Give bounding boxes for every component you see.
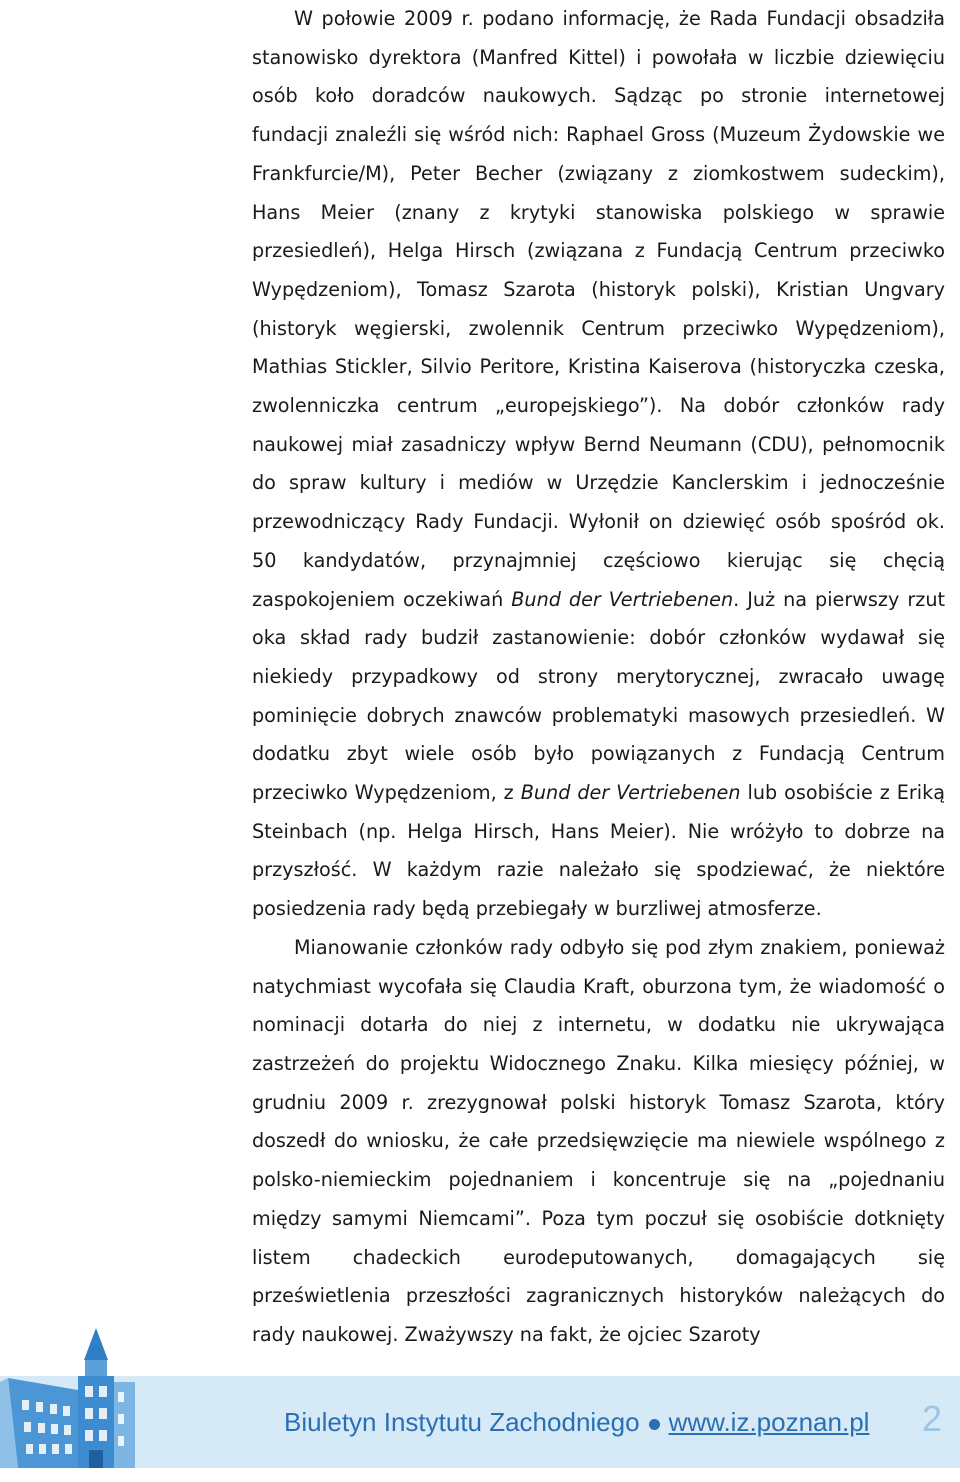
article-body	[252, 0, 945, 1355]
italic-term-1: Bund der Vertriebenen	[511, 587, 734, 611]
paragraph-1	[252, 0, 945, 929]
italic-term-2: Bund der Vertriebenen	[520, 781, 741, 805]
institute-building-icon	[0, 1320, 135, 1470]
website-link[interactable]: www.iz.poznan.pl	[668, 1407, 870, 1437]
footer-citation	[284, 1402, 869, 1442]
paragraph-1-part-b: . Już na pierwszy rzut oka skład rady budził zastanowienie: dobór członków wydawał się niekiedy przypadkowy od strony merytorycznej, zwracało uwagę pominięcie dobrych znawców problematyki masowych przesiedleń. W dodatku zbyt wiele osób było powiązanych z Fundacją Centrum przeciwko Wypędzeniom, z	[252, 587, 945, 805]
paragraph-1-part-a: W połowie 2009 r. podano informację, że Rada Fundacji obsadziła stanowisko dyrektora (Manfred Kittel) i powołała w liczbie dziewięciu osób koło doradców naukowych. Sądząc po stronie internetowej fundacji znaleźli się wśród nich: Raphael Gross (Muzeum Żydowskie we Frankfurcie/M), Peter Becher (związany z ziomkostwem sudeckim), Hans Meier (znany z krytyki stanowiska polskiego w sprawie przesiedleń), Helga Hirsch (związana z Fundacją Centrum przeciwko Wypędzeniom), Tomasz Szarota (historyk polski), Kristian Ungvary (historyk węgierski, zwolennik Centrum przeciwko Wypędzeniom), Mathias Stickler, Silvio Peritore, Kristina Kaiserova (historyczka czeska, zwolenniczka centrum „europejskiego”). Na dobór członków rady naukowej miał zasadniczy wpływ Bernd Neumann (CDU), pełnomocnik do spraw kultury i mediów w Urzędzie Kanclerskim i jednocześnie przewodniczący Rady Fundacji. Wyłonił on dziewięć osób spośród ok. 50 kandydatów, przynajmniej częściowo kierując się chęcią zaspokojeniem oczekiwań	[252, 7, 945, 611]
paragraph-2: Mianowanie członków rady odbyło się pod złym znakiem, ponieważ natychmiast wycofała się Claudia Kraft, oburzona tym, że wiadomość o nominacji dotarła do niej z internetu, w dodatku nie ukrywająca zastrzeżeń do projektu Widocznego Znaku. Kilka miesięcy później, w grudniu 2009 r. zrezygnował polski historyk Tomasz Szarota, który doszedł do wniosku, że całe przedsięwzięcie ma niewiele wspólnego z polsko-niemieckim pojednaniem i koncentruje się na „pojednaniu między samymi Niemcami”. Poza tym poczuł się osobiście dotknięty listem chadeckich eurodeputowanych, domagających się prześwietlenia przeszłości zagranicznych historyków należących do rady naukowej. Zważywszy na fakt, że ojciec Szaroty	[252, 935, 945, 1346]
page-number: 2	[922, 1398, 943, 1439]
bullet-separator-icon	[649, 1419, 660, 1430]
paragraph-1-part-c: lub osobiście z Eriką Steinbach (np. Helga Hirsch, Hans Meier). Nie wróżyło to dobrze na przyszłość. W każdym razie należało się spodziewać, że niektóre posiedzenia rady będą przebiegały w burzliwej atmosferze.	[252, 781, 946, 921]
publication-title: Biuletyn Instytutu Zachodniego	[284, 1407, 640, 1437]
